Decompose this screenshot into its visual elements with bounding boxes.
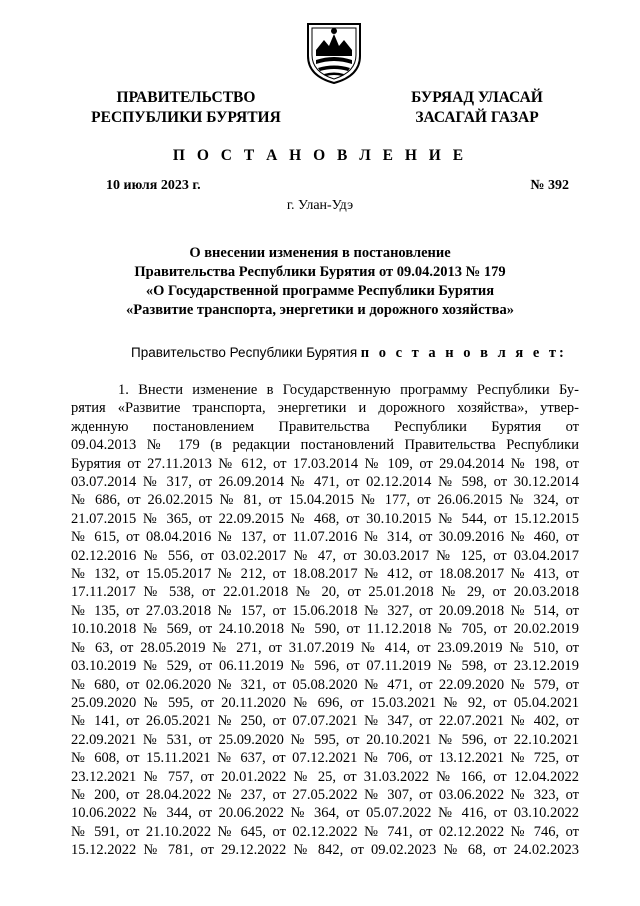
- title-line: Правительства Республики Бурятия от 09.04.2013 № 179: [134, 264, 506, 280]
- body-line: № 591, от 21.10.2022 № 645, от 02.12.2022 № 741, от 02.12.2022 № 746, от: [71, 823, 579, 840]
- body-line: № 680, от 02.06.2020 № 321, от 05.08.2020 № 471, от 22.09.2020 № 579, от: [71, 676, 579, 693]
- body-line: Бурятия от 27.11.2013 № 612, от 17.03.2014 № 109, от 29.04.2014 № 198, от: [71, 455, 579, 472]
- resolution-body: [71, 381, 579, 860]
- body-line: № 63, от 28.05.2019 № 271, от 31.07.2019 № 414, от 23.09.2019 № 510, от: [71, 639, 579, 656]
- body-line: 03.07.2014 № 317, от 26.09.2014 № 471, от 02.12.2014 № 598, от 30.12.2014: [71, 474, 579, 491]
- document-date: 10 июля 2023 г.: [106, 178, 201, 193]
- document-type: П О С Т А Н О В Л Е Н И Е: [172, 147, 468, 164]
- header-left-line-2: РЕСПУБЛИКИ БУРЯТИЯ: [91, 109, 281, 126]
- intro-prefix: Правительство Республики Бурятия: [131, 345, 358, 360]
- body-line: 03.10.2019 № 529, от 06.11.2019 № 596, от 07.11.2019 № 598, от 23.12.2019: [71, 658, 579, 675]
- body-line: 15.12.2022 № 781, от 29.12.2022 № 842, от 09.02.2023 № 68, от 24.02.2023: [71, 842, 579, 859]
- body-line: рятия «Развитие транспорта, энергетики и дорожного хозяйства», утвер-: [71, 400, 579, 417]
- body-line: 09.04.2013 № 179 (в редакции постановлений Правительства Республики: [71, 437, 579, 454]
- resolution-intro: [131, 345, 567, 362]
- intro-emphasis: п о с т а н о в л я е т:: [360, 345, 567, 361]
- title-line: «О Государственной программе Республики Бурятия: [145, 283, 495, 299]
- body-line: 21.07.2015 № 365, от 22.09.2015 № 468, от 30.10.2015 № 544, от 15.12.2015: [71, 510, 579, 527]
- body-line: № 141, от 26.05.2021 № 250, от 07.07.2021 № 347, от 22.07.2021 № 402, от: [71, 713, 579, 730]
- body-line: № 135, от 27.03.2018 № 157, от 15.06.2018 № 327, от 20.09.2018 № 514, от: [71, 602, 579, 619]
- government-name-russian: [86, 88, 286, 128]
- body-line: жденную постановлением Правительства Республики Бурятия от: [71, 418, 579, 435]
- title-line: О внесении изменения в постановление: [189, 245, 451, 261]
- body-line: № 686, от 26.02.2015 № 81, от 15.04.2015 № 177, от 26.06.2015 № 324, от: [71, 492, 579, 509]
- body-line: № 615, от 08.04.2016 № 137, от 11.07.2016 № 314, от 30.09.2016 № 460, от: [71, 529, 579, 546]
- coat-of-arms-icon: [302, 20, 366, 86]
- header-right-line-2: ЗАСАГАЙ ГАЗАР: [415, 109, 539, 126]
- body-line: 10.10.2018 № 569, от 24.10.2018 № 590, от 11.12.2018 № 705, от 20.02.2019: [71, 621, 579, 638]
- document-city: г. Улан-Удэ: [286, 198, 354, 213]
- document-title: [70, 244, 570, 320]
- body-line: 23.12.2021 № 757, от 20.01.2022 № 25, от 31.03.2022 № 166, от 12.04.2022: [71, 768, 579, 785]
- body-line: 25.09.2020 № 595, от 20.11.2020 № 696, от 15.03.2021 № 92, от 05.04.2021: [71, 694, 579, 711]
- body-line: № 608, от 15.11.2021 № 637, от 07.12.2021 № 706, от 13.12.2021 № 725, от: [71, 750, 579, 767]
- body-line: 22.09.2021 № 531, от 25.09.2020 № 595, от 20.10.2021 № 596, от 22.10.2021: [71, 731, 579, 748]
- body-line: 17.11.2017 № 538, от 22.01.2018 № 20, от 25.01.2018 № 29, от 20.03.2018: [71, 584, 579, 601]
- body-line: 1. Внести изменение в Государственную программу Республики Бу-: [118, 382, 579, 398]
- header-left-line-1: ПРАВИТЕЛЬСТВО: [116, 89, 256, 106]
- body-line: 02.12.2016 № 556, от 03.02.2017 № 47, от 30.03.2017 № 125, от 03.04.2017: [71, 547, 579, 564]
- document-number: № 392: [530, 178, 569, 193]
- body-line: 10.06.2022 № 344, от 20.06.2022 № 364, от 05.07.2022 № 416, от 03.10.2022: [71, 805, 579, 822]
- body-line: № 200, от 28.04.2022 № 237, от 27.05.2022 № 307, от 03.06.2022 № 323, от: [71, 786, 579, 803]
- body-line: № 132, от 15.05.2017 № 212, от 18.08.2017 № 412, от 18.08.2017 № 413, от: [71, 566, 579, 583]
- title-line: «Развитие транспорта, энергетики и дорожного хозяйства»: [126, 302, 514, 318]
- header-right-line-1: БУРЯАД УЛАСАЙ: [411, 89, 543, 106]
- government-name-buryat: [392, 88, 562, 128]
